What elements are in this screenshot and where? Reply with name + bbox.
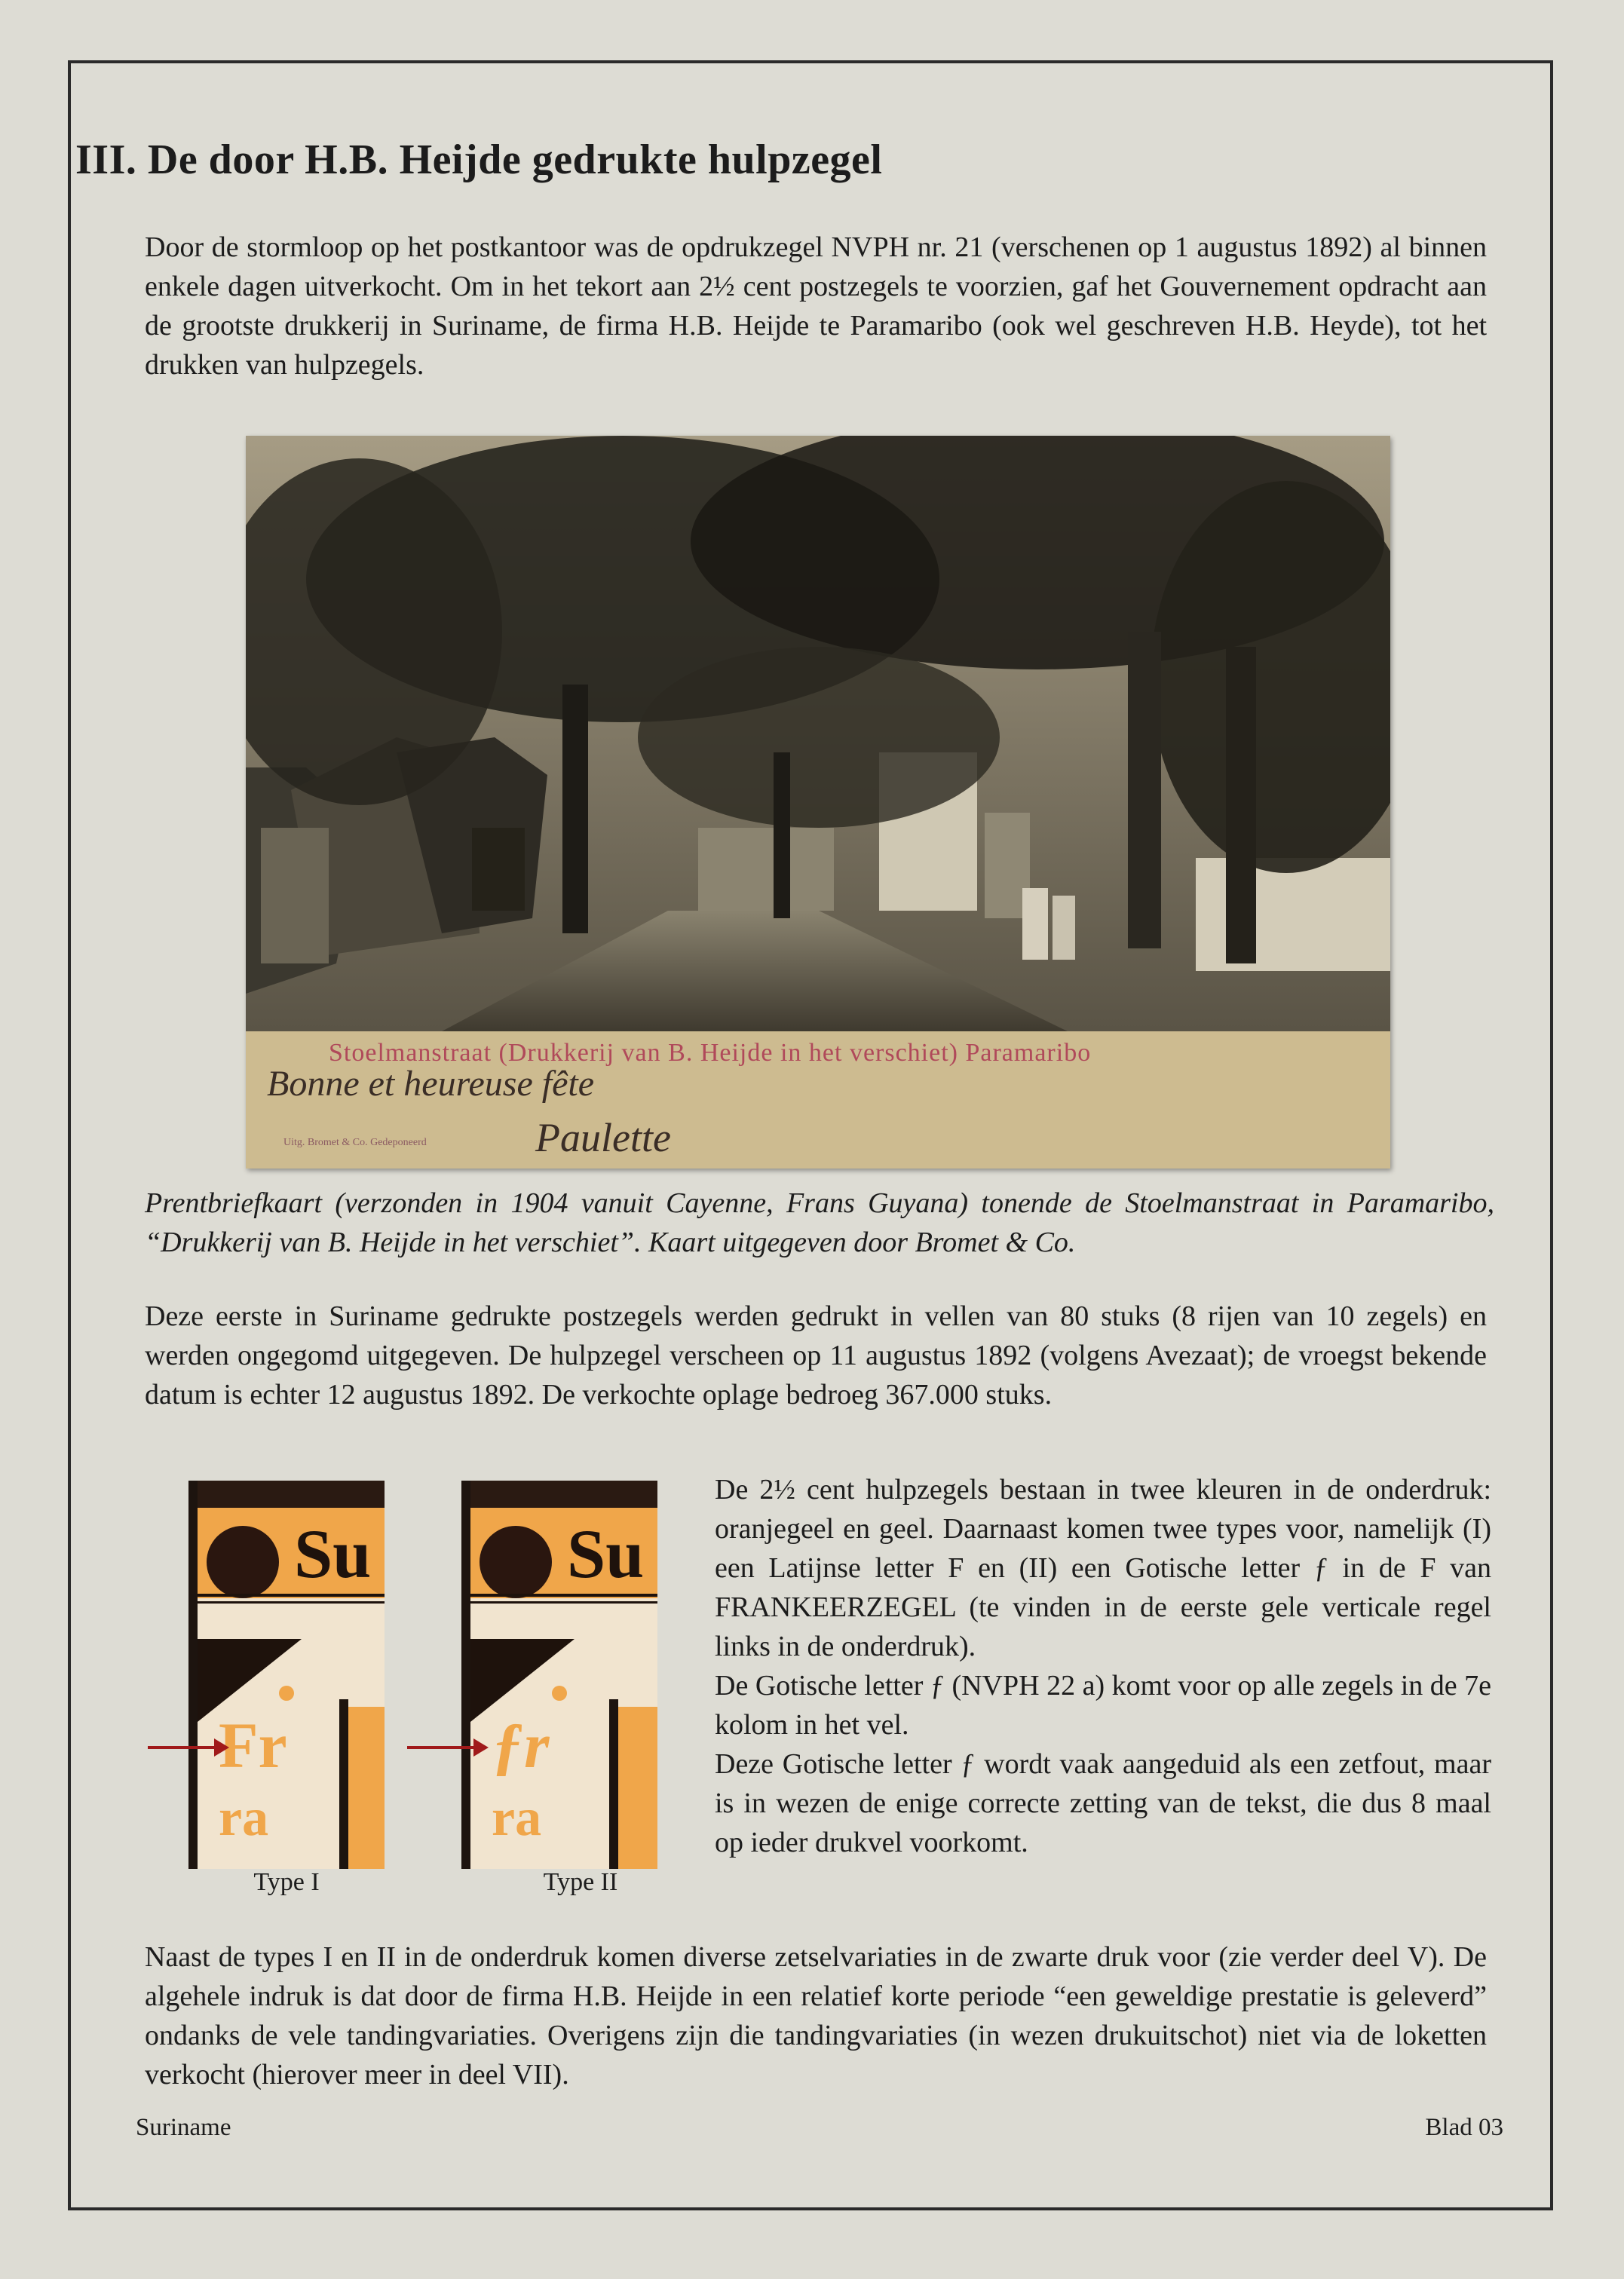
types-paragraph-3: Deze Gotische letter ƒ wordt vaak aangeduid als een zetfout, maar is in wezen de enige correcte zetting van de tekst, die dus 8 maal op ieder drukvel voorkomt. bbox=[715, 1748, 1491, 1858]
svg-text:ra: ra bbox=[219, 1789, 269, 1847]
postcard-image bbox=[246, 436, 1390, 1169]
stamp-detail-type-1-image bbox=[188, 1481, 385, 1869]
stamp-detail-type-1-text: Su bbox=[294, 1515, 372, 1592]
arrowhead-type-2 bbox=[473, 1738, 489, 1757]
postcard-handwriting-greeting: Bonne et heureuse fête bbox=[267, 1064, 595, 1104]
postcard-printer-line: Uitg. Bromet & Co. Gedeponeerd bbox=[283, 1137, 427, 1148]
page-title: III. De door H.B. Heijde gedrukte hulpzegel bbox=[75, 136, 883, 183]
types-paragraph-1: De 2½ cent hulpzegels bestaan in twee kleuren in de onderdruk: oranjegeel en geel. Daarnaast komen twee types voor, namelijk (I) een Latijnse letter F en (II) een Gotische letter ƒ in de F van FRANKEERZEGEL (te vinden in de eerste gele verticale regel links in de onderdruk). bbox=[715, 1474, 1491, 1662]
footer-country: Suriname bbox=[136, 2114, 231, 2141]
stamp-detail-type-1 bbox=[188, 1481, 385, 1869]
types-paragraph-2: De Gotische letter ƒ (NVPH 22 a) komt voor op alle zegels in de 7e kolom in het vel. bbox=[715, 1670, 1491, 1741]
label-type-2: Type II bbox=[543, 1868, 618, 1896]
postcard-printed-caption: Stoelmanstraat (Drukkerij van B. Heijde in het verschiet) Paramaribo bbox=[329, 1039, 1092, 1067]
stamp-detail-type-2-image bbox=[461, 1481, 657, 1869]
arrowhead-type-1 bbox=[214, 1738, 229, 1757]
svg-text:ƒr: ƒr bbox=[492, 1709, 550, 1781]
types-description bbox=[715, 1470, 1491, 1862]
postcard-caption: Prentbriefkaart (verzonden in 1904 vanuit Cayenne, Frans Guyana) tonende de Stoelmanstraat in Paramaribo, “Drukkerij van B. Heijde in het verschiet”. Kaart uitgegeven door Bromet & Co. bbox=[145, 1187, 1494, 1258]
print-run-paragraph: Deze eerste in Suriname gedrukte postzegels werden gedrukt in vellen van 80 stuks (8 rijen van 10 zegels) en werden ongegomd uitgegeven. De hulpzegel verscheen op 11 augustus 1892 (volgens Avezaat); de vroegst bekende datum is echter 12 augustus 1892. De verkochte oplage bedroeg 367.000 stuks. bbox=[145, 1300, 1487, 1411]
stamp-detail-type-2 bbox=[461, 1481, 657, 1869]
label-type-1: Type I bbox=[253, 1868, 320, 1896]
stamp-detail-type-2-text: Su bbox=[567, 1515, 645, 1592]
postcard-handwriting-signature: Paulette bbox=[535, 1115, 671, 1160]
svg-text:Fr: Fr bbox=[219, 1709, 287, 1781]
svg-text:ra: ra bbox=[492, 1789, 542, 1847]
intro-paragraph: Door de stormloop op het postkantoor was de opdrukzegel NVPH nr. 21 (verschenen op 1 augustus 1892) al binnen enkele dagen uitverkocht. Om in het tekort aan 2½ cent postzegels te voorzien, gaf het Gouvernement opdracht aan de grootste drukkerij in Suriname, de firma H.B. Heijde te Paramaribo (ook wel geschreven H.B. Heyde), tot het drukken van hulpzegels. bbox=[145, 231, 1487, 381]
footer-page-number: Blad 03 bbox=[1425, 2114, 1503, 2141]
closing-paragraph: Naast de types I en II in de onderdruk komen diverse zetselvariaties in de zwarte druk voor (zie verder deel V). De algehele indruk is dat door de firma H.B. Heijde in een relatief korte periode “een geweldige prestatie is geleverd” ondanks de vele tandingvariaties. Overigens zijn die tandingvariaties (in wezen drukuitschot) niet via de loketten verkocht (hierover meer in deel VII). bbox=[145, 1941, 1487, 2091]
arrow-type-2 bbox=[407, 1746, 476, 1749]
arrow-type-1 bbox=[148, 1746, 217, 1749]
